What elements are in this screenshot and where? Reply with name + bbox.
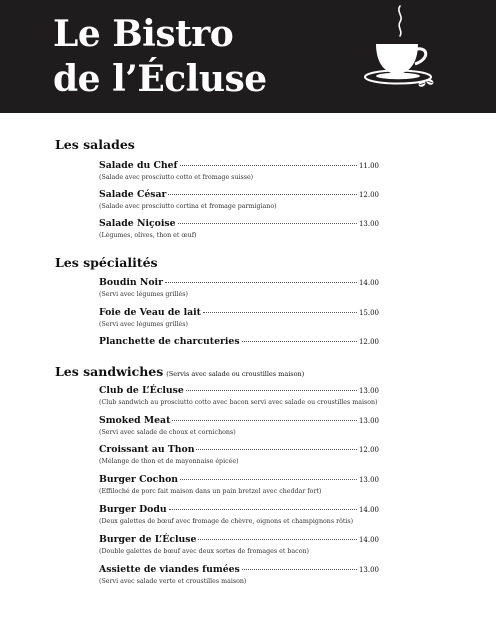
item-description: (Servi avec légumes grillés) — [99, 291, 188, 298]
menu-item-burger-cochon — [99, 474, 379, 495]
item-name: Smoked Meat — [99, 415, 171, 426]
item-name: Assiette de viandes fumées — [99, 564, 240, 575]
item-price: 13.00 — [358, 387, 379, 395]
item-price: 13.00 — [358, 417, 379, 425]
section-note: (Servis avec salade ou croustilles maison) — [166, 370, 305, 378]
item-price: 13.00 — [358, 476, 379, 484]
section-title-specialites: Les spécialités — [55, 255, 158, 270]
dot-leader — [198, 539, 357, 540]
item-name: Boudin Noir — [99, 277, 163, 288]
dot-leader — [165, 282, 357, 283]
item-description: (Salade avec prosciutto cotto et fromage suisse) — [99, 174, 254, 181]
item-price: 13.00 — [358, 220, 379, 228]
item-description: (Deux galettes de bœuf avec fromage de chèvre, oignons et champignons rôtis) — [99, 518, 354, 525]
menu-header — [0, 0, 496, 113]
item-name: Club de L’Écluse — [99, 385, 184, 396]
item-description: (Salade avec prosciutto cortina et fromage parmigiano) — [99, 203, 277, 210]
title-line-2: de l’Écluse — [53, 58, 267, 100]
section-title-sandwiches: Les sandwiches (Servis avec salade ou croustilles maison) — [55, 364, 305, 379]
dot-leader — [168, 194, 357, 195]
item-price: 14.00 — [358, 279, 379, 287]
menu-item-salade-du-chef — [99, 160, 379, 181]
title-line-1: Le Bistro — [53, 13, 234, 55]
item-price: 12.00 — [358, 338, 379, 346]
item-price: 14.00 — [358, 506, 379, 514]
item-name: Burger Dodu — [99, 504, 167, 515]
coffee-cup-icon — [362, 4, 442, 90]
item-name: Salade César — [99, 189, 167, 200]
item-description: (Servi avec légumes grillés) — [99, 321, 188, 328]
menu-item-foie-de-veau — [99, 307, 379, 328]
item-name: Burger Cochon — [99, 474, 179, 485]
item-price: 13.00 — [358, 566, 379, 574]
item-description: (Mélange de thon et de mayonnaise épicée) — [99, 458, 239, 465]
dot-leader — [242, 569, 357, 570]
menu-item-assiette-viandes — [99, 564, 379, 585]
menu-item-salade-nicoise — [99, 218, 379, 239]
dot-leader — [242, 341, 357, 342]
dot-leader — [169, 509, 357, 510]
menu-item-boudin-noir — [99, 277, 379, 298]
item-price: 12.00 — [358, 191, 379, 199]
menu-item-croissant-thon — [99, 444, 379, 465]
menu-item-salade-cesar — [99, 189, 379, 210]
item-name: Salade Niçoise — [99, 218, 176, 229]
menu-item-burger-dodu — [99, 504, 379, 525]
item-name: Planchette de charcuteries — [99, 336, 240, 347]
dot-leader — [178, 223, 357, 224]
menu-item-planchette — [99, 336, 379, 347]
dot-leader — [186, 390, 357, 391]
item-name: Foie de Veau de lait — [99, 307, 201, 318]
item-description: (Club sandwich au prosciutto cotto avec bacon servi avec salade ou croustilles maison) — [99, 399, 378, 406]
item-price: 12.00 — [358, 446, 379, 454]
item-price: 15.00 — [358, 309, 379, 317]
dot-leader — [203, 312, 357, 313]
item-name: Croissant au Thon — [99, 444, 195, 455]
item-description: (Légumes, olives, thon et œuf) — [99, 232, 197, 239]
dot-leader — [172, 420, 357, 421]
item-description: (Servi avec salade de choux et cornichons) — [99, 429, 236, 436]
menu-item-smoked-meat — [99, 415, 379, 436]
menu-item-burger-ecluse — [99, 534, 379, 555]
menu-item-club-ecluse — [99, 385, 379, 406]
item-name: Burger de L’Écluse — [99, 534, 197, 545]
item-price: 14.00 — [358, 536, 379, 544]
item-description: (Double galettes de bœuf avec deux sortes de fromages et bacon) — [99, 548, 310, 555]
item-description: (Servi avec salade verte et croustilles maison) — [99, 578, 247, 585]
item-price: 11.00 — [358, 162, 379, 170]
dot-leader — [196, 449, 356, 450]
section-title-salades: Les salades — [55, 137, 135, 152]
dot-leader — [180, 165, 357, 166]
item-description: (Effiloché de porc fait maison dans un pain bretzel avec cheddar fort) — [99, 488, 322, 495]
item-name: Salade du Chef — [99, 160, 178, 171]
dot-leader — [180, 479, 357, 480]
restaurant-title — [53, 12, 267, 102]
